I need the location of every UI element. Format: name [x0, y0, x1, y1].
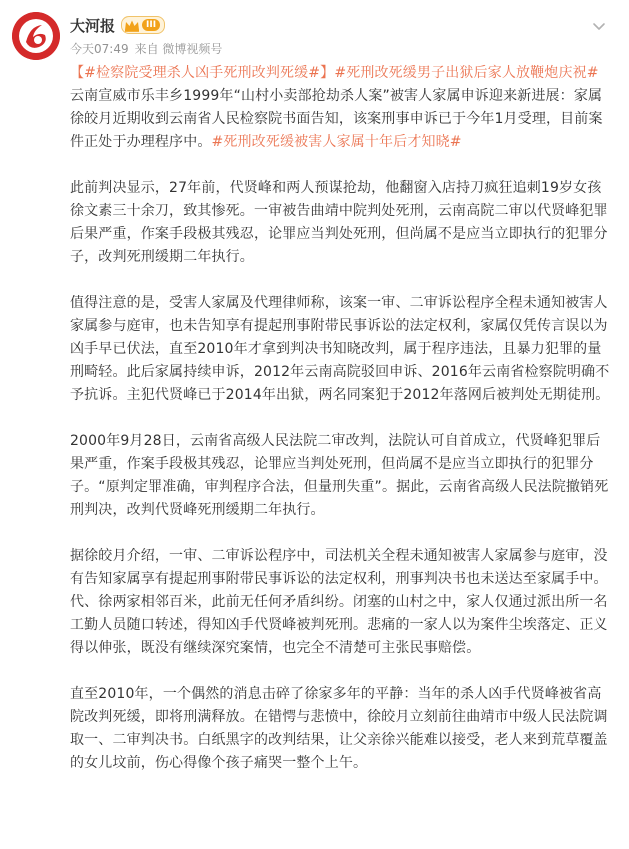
topic-link[interactable]: #死刑改死缓被害人家属十年后才知晓#: [211, 134, 462, 150]
paragraph-6: 直至2010年，一个偶然的消息击碎了徐家多年的平静：当年的杀人凶手代贤峰被省高院改判死缓，即将刑满释放。在错愕与悲愤中，徐皎月立刻前往曲靖市中级人民法院调取一、二审判决书。白纸黑字的改判结果，让父亲徐兴能难以接受，老人来到荒草覆盖的女儿坟前，伤心得像个孩子痛哭一整个上午。: [70, 686, 608, 771]
paragraph-text: 云南宣威市乐丰乡1999年“山村小卖部抢劫杀人案”被害人家属申诉迎来新进展：家属徐皎月近期收到云南省人民检察院书面告知，该案刑事申诉已于今年1月受理，目前案件正处于办理程序中。: [70, 88, 603, 150]
paragraph-3: 值得注意的是，受害人家属及代理律师称，该案一审、二审诉讼程序全程未通知被害人家属参与庭审，也未告知享有提起刑事附带民事诉讼的法定权利，家属仅凭传言误以为凶手早已伏法，直至2010年才拿到判决书知晓改判，属于程序违法，且暴力犯罪的量刑畸轻。此后家属持续申诉，2012年云南高院驳回申诉、2016年云南省检察院明确不予抗诉。主犯代贤峰已于2014年出狱，两名同案犯于2012年落网后被判处无期徒刑。: [70, 295, 610, 403]
post-content: [70, 62, 610, 798]
name-row: [70, 14, 165, 36]
post-meta: [70, 40, 222, 57]
avatar-logo-icon: [12, 12, 60, 60]
paragraph-5: 据徐皎月介绍，一审、二审诉讼程序中，司法机关全程未通知被害人家属参与庭审，没有告知家属享有提起刑事附带民事诉讼的法定权利，刑事判决书也未送达至家属手中。代、徐两家相邻百米，此前无任何矛盾纠纷。闭塞的山村之中，家人仅通过派出所一名工勤人员随口转述，得知凶手代贤峰被判死刑。悲痛的一家人以为案件尘埃落定、正义得以伸张，既没有继续深究案情，也完全不清楚可主张民事赔偿。: [70, 548, 608, 656]
post-time[interactable]: 今天07:49: [70, 42, 129, 56]
paragraph-4: 2000年9月28日，云南省高级人民法院二审改判，法院认可自首成立，代贤峰犯罪后果严重，作案手段极其残忍，论罪应当判处死刑，但尚属不是应当立即执行的犯罪分子。“原判定罪准确，审判程序合法，但量刑失重”。据此，云南省高级人民法院撤销死刑判决，改判代贤峰死刑缓期二年执行。: [70, 433, 609, 518]
topic-link[interactable]: 【#检察院受理杀人凶手死刑改判死缓#】: [70, 65, 335, 81]
chevron-down-icon: [589, 16, 609, 36]
username[interactable]: 大河报: [70, 16, 116, 35]
paragraph-1: [70, 62, 610, 154]
post-source: 来自 微博视频号: [134, 42, 223, 56]
post-menu-button[interactable]: [589, 16, 609, 36]
badge-level: III: [142, 19, 160, 31]
avatar[interactable]: [12, 12, 60, 60]
paragraph-2: 此前判决显示，27年前，代贤峰和两人预谋抢劫，他翻窗入店持刀疯狂追刺19岁女孩徐文素三十余刀，致其惨死。一审被告曲靖中院判处死刑，云南高院二审以代贤峰犯罪后果严重，作案手段极其残忍，论罪应当判处死刑，但尚属不是应当立即执行的犯罪分子，改判死刑缓期二年执行。: [70, 180, 608, 265]
topic-link[interactable]: #死刑改死缓男子出狱后家人放鞭炮庆祝#: [334, 65, 599, 81]
crown-icon: [124, 19, 140, 32]
post-header: [12, 12, 617, 62]
member-badge[interactable]: [121, 16, 165, 34]
